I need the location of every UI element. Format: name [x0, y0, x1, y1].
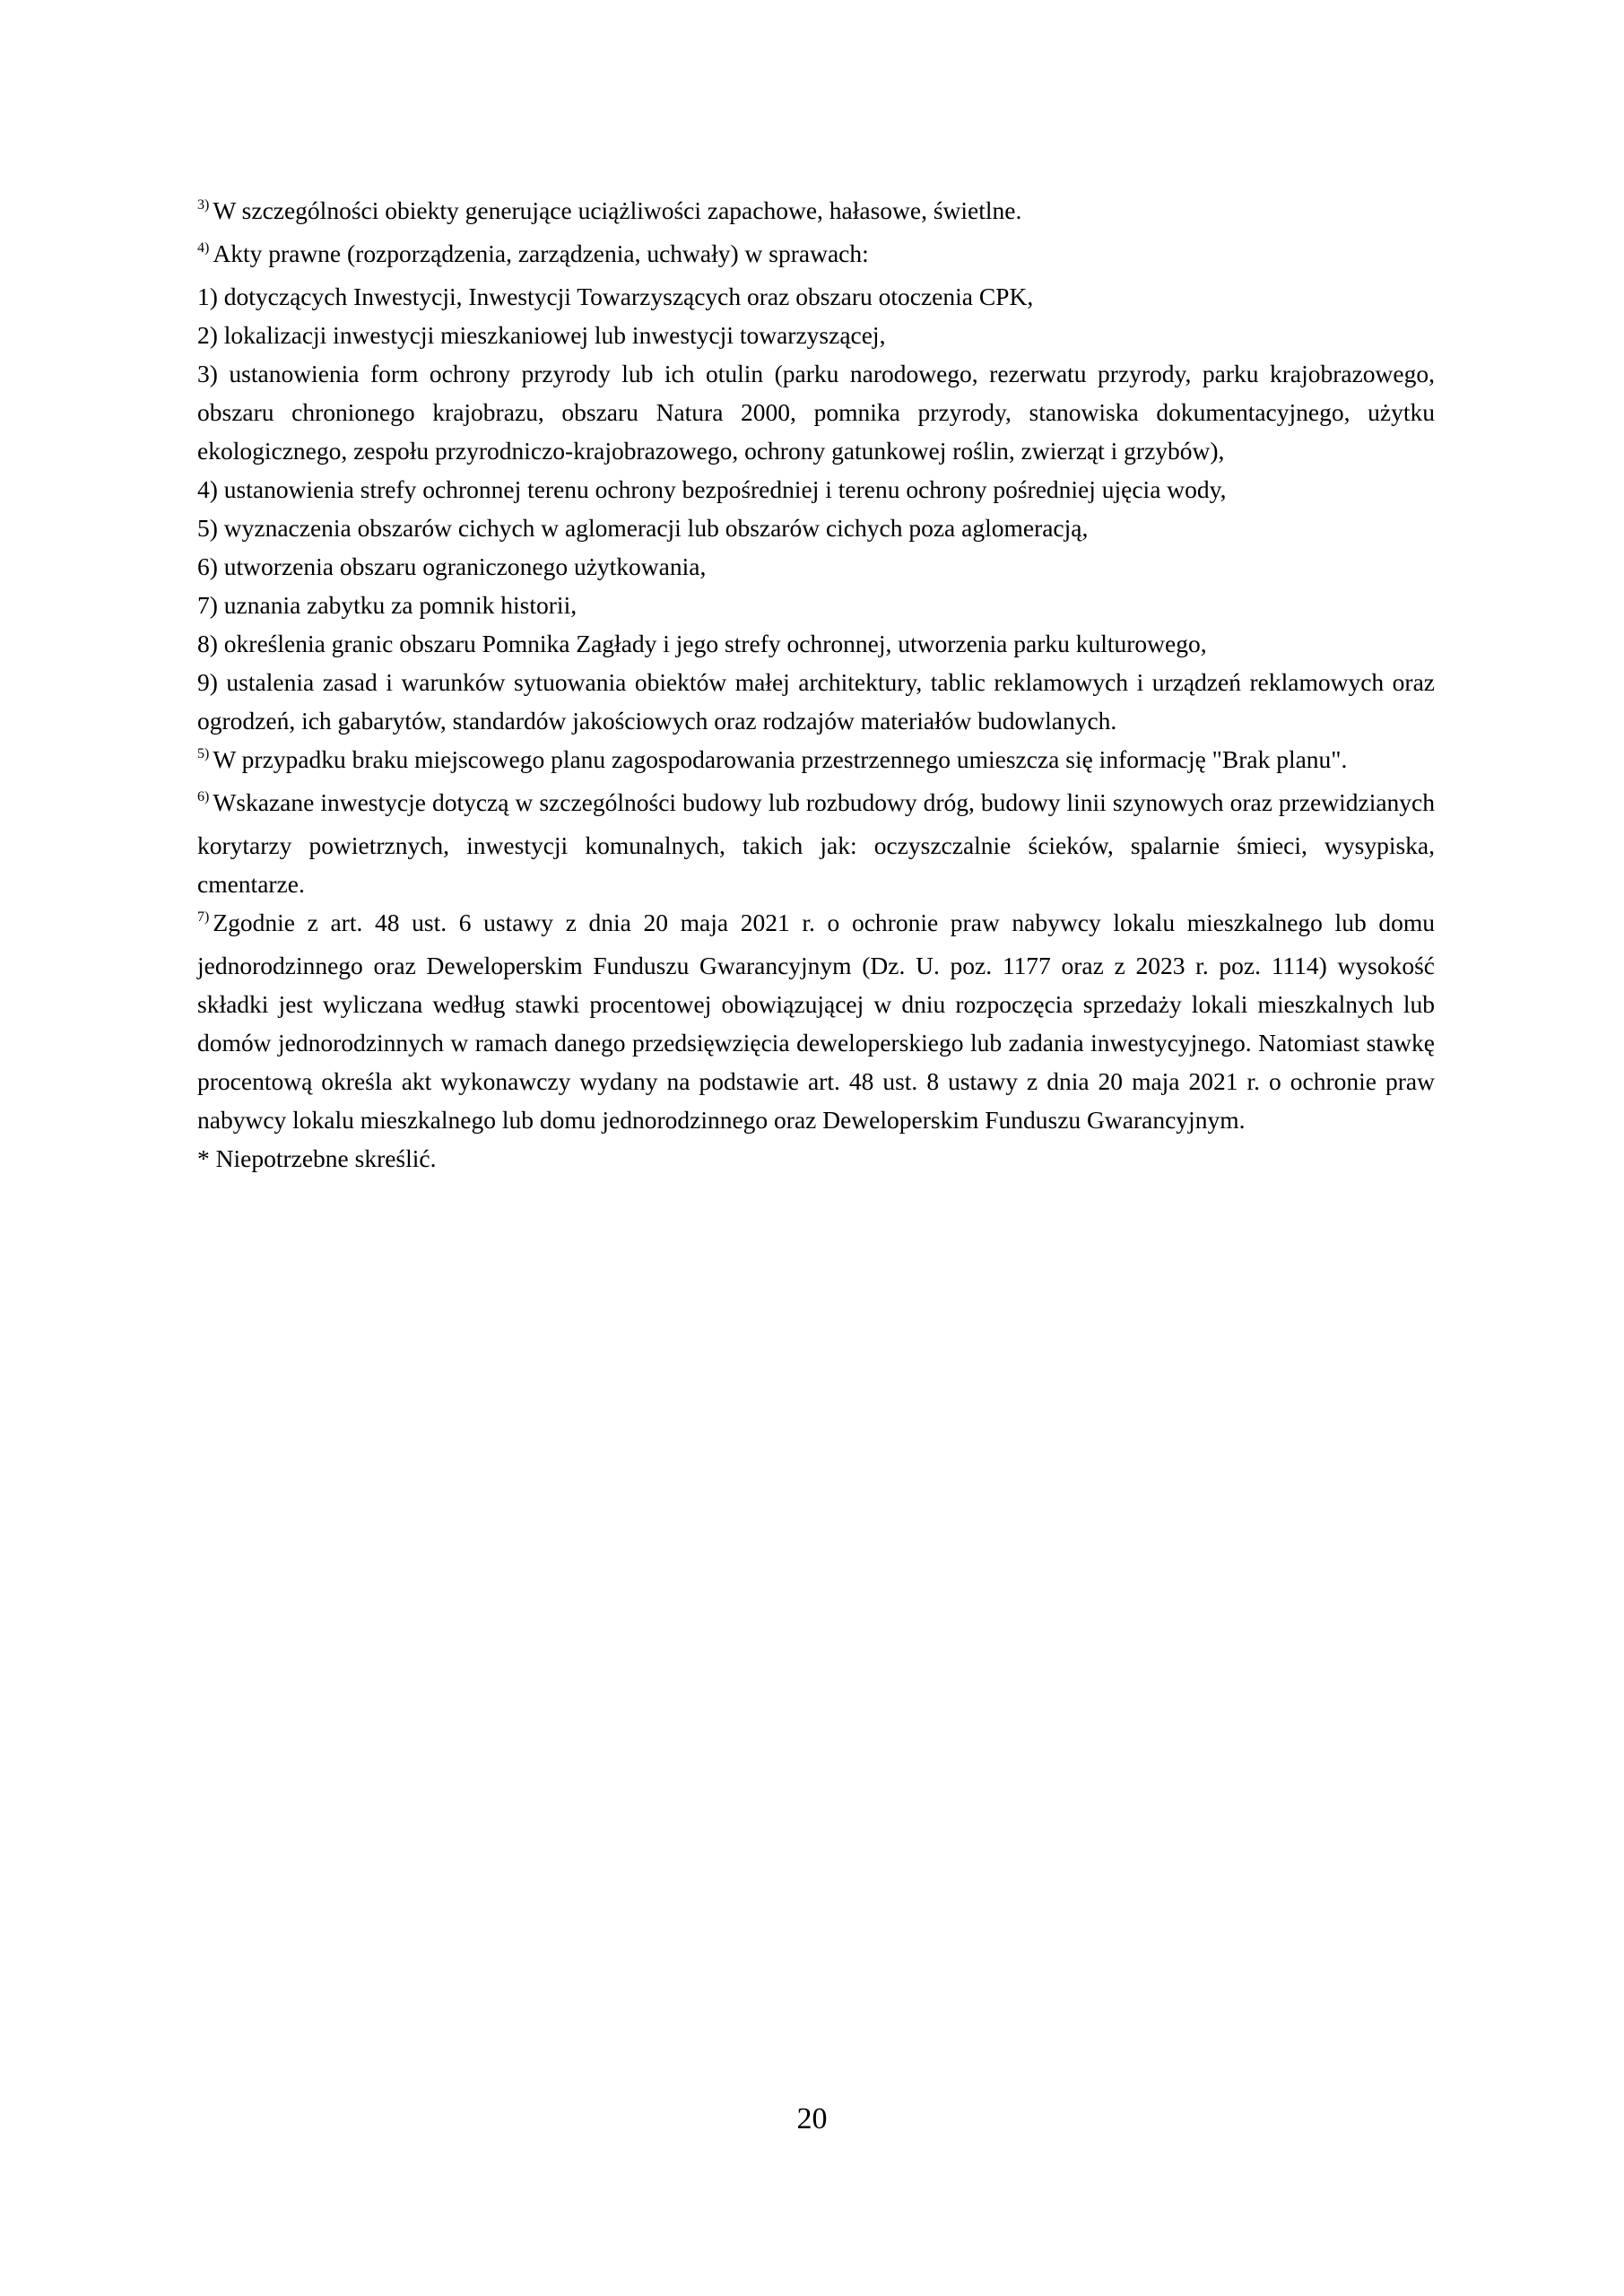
footnote-4-item-1: 1) dotyczących Inwestycji, Inwestycji Towarzyszących oraz obszaru otoczenia CPK,: [197, 283, 1034, 310]
footnote-5: [197, 740, 1435, 783]
footnote-marker: 5): [197, 746, 210, 761]
footnote-marker: 7): [197, 909, 210, 925]
footnote-marker: 4): [197, 240, 210, 256]
footnote-4-item-5: 5) wyznaczenia obszarów cichych w aglomeracji lub obszarów cichych poza aglomeracją,: [197, 514, 1089, 542]
asterisk-note: * Niepotrzebne skreślić.: [197, 1144, 437, 1172]
footnote-4-item-2: 2) lokalizacji inwestycji mieszkaniowej lub inwestycji towarzyszącej,: [197, 321, 886, 349]
footnote-marker: 3): [197, 197, 210, 213]
footnote-6: [197, 783, 1435, 903]
page-number: 20: [796, 2102, 828, 2135]
footnote-text: Zgodnie z art. 48 ust. 6 ustawy z dnia 20 maja 2021 r. o ochronie praw nabywcy lokalu mieszkalnego lub domu jednorodzinnego oraz Deweloperskim Funduszu Gwarancyjnym (Dz. U. poz. 1177 oraz z 2023 r. poz. 1114) wysokość składki jest wyliczana według stawki procentowej obowiązującej w dniu rozpoczęcia sprzedaży lokali mieszkalnych lub domów jednorodzinnych w ramach danego przedsięwzięcia deweloperskiego lub zadania inwestycyjnego. Natomiast stawkę procentową określa akt wykonawczy wydany na podstawie art. 48 ust. 8 ustawy z dnia 20 maja 2021 r. o ochronie praw nabywcy lokalu mieszkalnego lub domu jednorodzinnego oraz Deweloperskim Funduszu Gwarancyjnym.: [197, 909, 1435, 1134]
footnote-4-item-9: 9) ustalenia zasad i warunków sytuowania obiektów małej architektury, tablic reklamowych i urządzeń reklamowych oraz ogrodzeń, ich gabarytów, standardów jakościowych oraz rodzajów materiałów budowlanych.: [197, 668, 1435, 735]
footnote-text: W przypadku braku miejscowego planu zagospodarowania przestrzennego umieszcza się informację "Brak planu".: [213, 745, 1348, 773]
footnote-4-item-6: 6) utworzenia obszaru ograniczonego użytkowania,: [197, 552, 707, 580]
footnote-marker: 6): [197, 789, 210, 804]
footnote-7: [197, 903, 1435, 1139]
footnote-4-intro: [197, 234, 1435, 277]
footnote-text: Akty prawne (rozporządzenia, zarządzenia, uchwały) w sprawach:: [213, 239, 869, 267]
footnote-text: W szczególności obiekty generujące uciążliwości zapachowe, hałasowe, świetlne.: [213, 196, 1022, 224]
footnote-4-item-8: 8) określenia granic obszaru Pomnika Zagłady i jego strefy ochronnej, utworzenia parku kulturowego,: [197, 630, 1207, 657]
footnote-4-item-4: 4) ustanowienia strefy ochronnej terenu ochrony bezpośredniej i terenu ochrony pośredniej ujęcia wody,: [197, 475, 1227, 503]
footnote-4-item-7: 7) uznania zabytku za pomnik historii,: [197, 591, 578, 619]
footnotes-section: [197, 191, 1435, 1178]
footnote-4-item-3: 3) ustanowienia form ochrony przyrody lub ich otulin (parku narodowego, rezerwatu przyrody, parku krajobrazowego, obszaru chronionego krajobrazu, obszaru Natura 2000, pomnika przyrody, stanowiska dokumentacyjnego, użytku ekologicznego, zespołu przyrodniczo-krajobrazowego, ochrony gatunkowej roślin, zwierząt i grzybów),: [197, 360, 1435, 465]
footnote-text: Wskazane inwestycje dotyczą w szczególności budowy lub rozbudowy dróg, budowy linii szynowych oraz przewidzianych korytarzy powietrznych, inwestycji komunalnych, takich jak: oczyszczalnie ścieków, spalarnie śmieci, wysypiska, cmentarze.: [197, 788, 1435, 898]
footnote-3: [197, 191, 1435, 234]
